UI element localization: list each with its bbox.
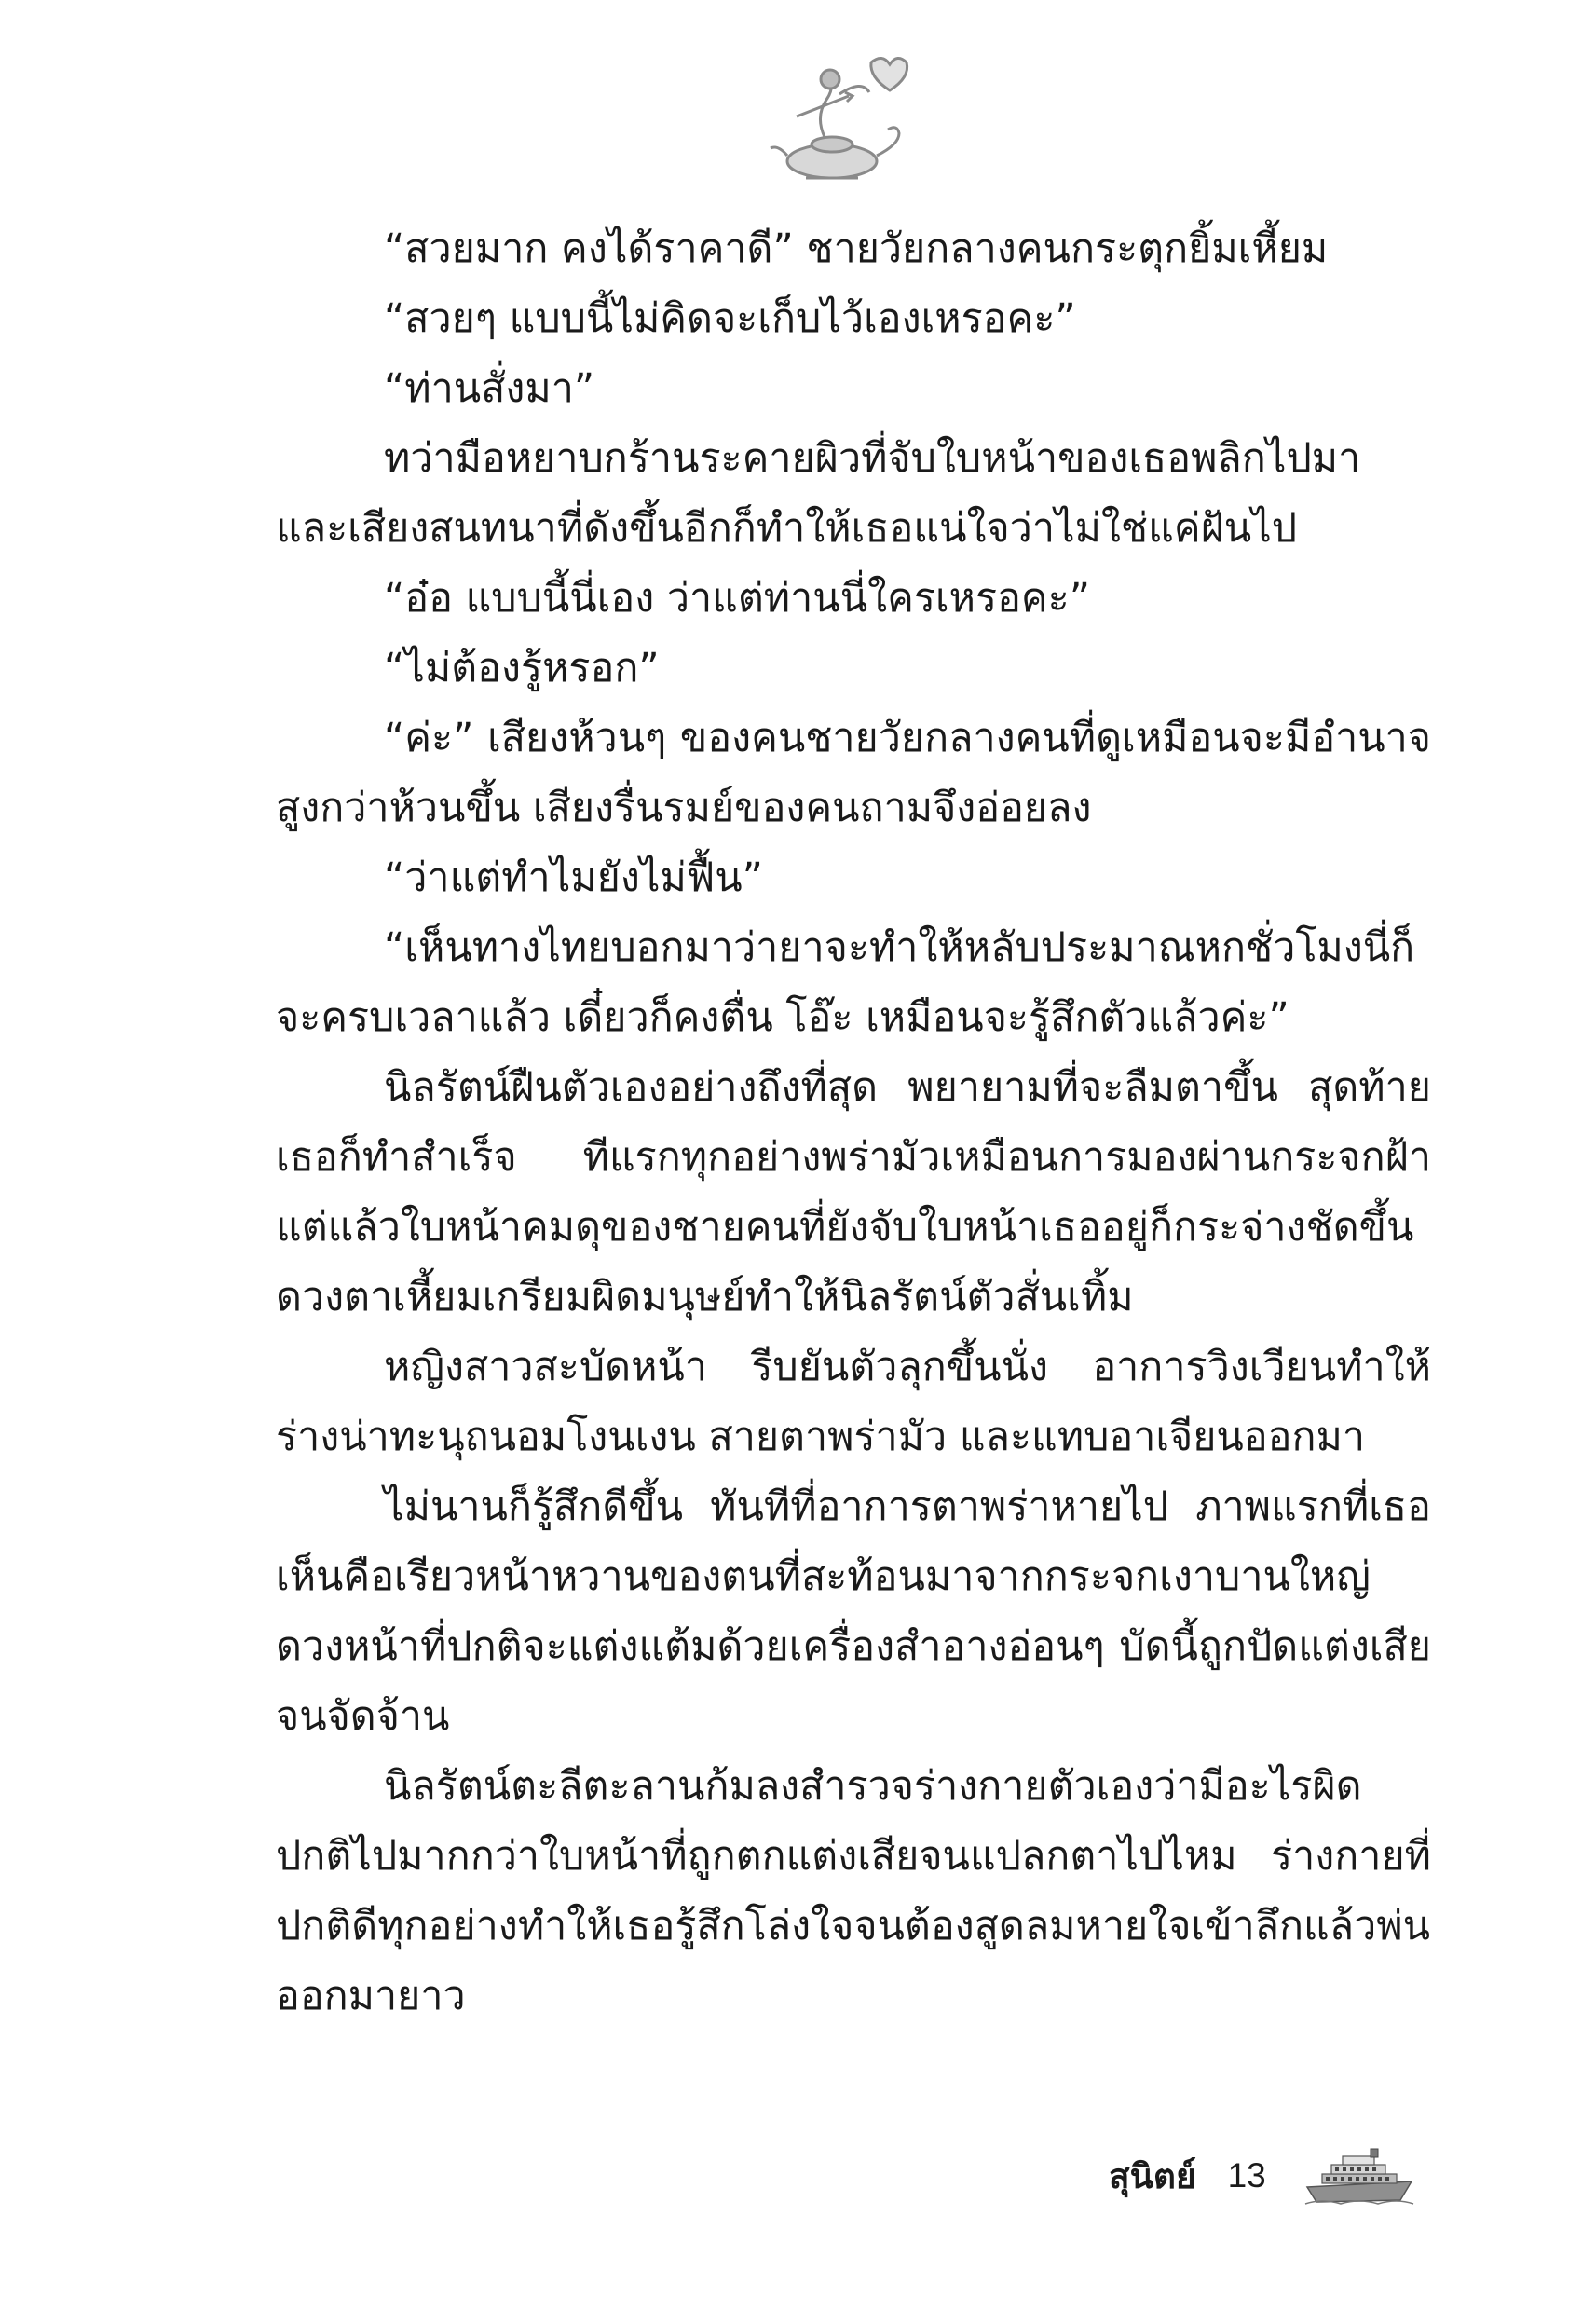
paragraph: “ว่าแต่ทำไมยังไม่ฟื้น”	[384, 855, 763, 901]
running-title: สุนิตย์	[1109, 2155, 1196, 2196]
paragraph: “สวยๆ แบบนี้ไม่คิดจะเก็บไว้เองเหรอคะ”	[384, 295, 1076, 342]
paragraph: “ท่านสั่งมา”	[384, 365, 595, 412]
chapter-body-text	[276, 214, 1431, 2031]
page-number: 13	[1227, 2156, 1266, 2195]
page-footer	[1109, 2134, 1481, 2218]
genie-lamp-icon	[759, 51, 918, 191]
paragraph: “สวยมาก คงได้ราคาดี” ชายวัยกลางคนกระตุกยิ้มเหี้ยม	[384, 226, 1329, 272]
paragraph: ทว่ามือหยาบกร้านระคายผิวที่จับใบหน้าของเธอพลิกไปมา และเสียงสนทนาที่ดังขึ้นอีกก็ทำให้เธอแน่ใจว่าไม่ใช่แค่ฝันไป	[276, 435, 1361, 552]
paragraph: “อ๋อ แบบนี้นี่เอง ว่าแต่ท่านนี่ใครเหรอคะ”	[384, 575, 1091, 622]
paragraph: “ค่ะ” เสียงห้วนๆ ของคนชายวัยกลางคนที่ดูเหมือนจะมีอำนาจสูงกว่าห้วนขึ้น เสียงรื่นรมย์ของคนถามจึงอ่อยลง	[276, 715, 1431, 831]
paragraph: ไม่นานก็รู้สึกดีขึ้น ทันทีที่อาการตาพร่าหายไป ภาพแรกที่เธอเห็นคือเรียวหน้าหวานของตนที่สะท้อนมาจากกระจกเงาบานใหญ่ดวงหน้าที่ปกติจะแต่งแต้มด้วยเครื่องสำอางอ่อนๆ บัดนี้ถูกปัดแต่งเสียจนจัดจ้าน	[276, 1484, 1431, 1740]
ship-icon	[1303, 2146, 1415, 2206]
paragraph: “ไม่ต้องรู้หรอก”	[384, 645, 660, 691]
paragraph: นิลรัตน์ตะลีตะลานก้มลงสำรวจร่างกายตัวเองว่ามีอะไรผิดปกติไปมากกว่าใบหน้าที่ถูกตกแต่งเสียจนแปลกตาไปไหม ร่างกายที่ปกติดีทุกอย่างทำให้เธอรู้สึกโล่งใจจนต้องสูดลมหายใจเข้าลึกแล้วพ่นออกมายาว	[276, 1763, 1431, 2019]
paragraph: หญิงสาวสะบัดหน้า รีบยันตัวลุกขึ้นนั่ง อาการวิงเวียนทำให้ร่างน่าทะนุถนอมโงนเงน สายตาพร่ามัว และแทบอาเจียนออกมา	[276, 1344, 1431, 1460]
paragraph: นิลรัตน์ฝืนตัวเองอย่างถึงที่สุด พยายามที่จะลืมตาขึ้น สุดท้ายเธอก็ทำสำเร็จ ทีแรกทุกอย่างพร่ามัวเหมือนการมองผ่านกระจกฝ้า แต่แล้วใบหน้าคมดุของชายคนที่ยังจับใบหน้าเธออยู่ก็กระจ่างชัดขึ้นดวงตาเหี้ยมเกรียมผิดมนุษย์ทำให้นิลรัตน์ตัวสั่นเทิ้ม	[276, 1064, 1431, 1320]
paragraph: “เห็นทางไทยบอกมาว่ายาจะทำให้หลับประมาณหกชั่วโมงนี่ก็จะครบเวลาแล้ว เดี๋ยวก็คงตื่น โอ๊ะ เหมือนจะรู้สึกตัวแล้วค่ะ”	[276, 924, 1415, 1041]
